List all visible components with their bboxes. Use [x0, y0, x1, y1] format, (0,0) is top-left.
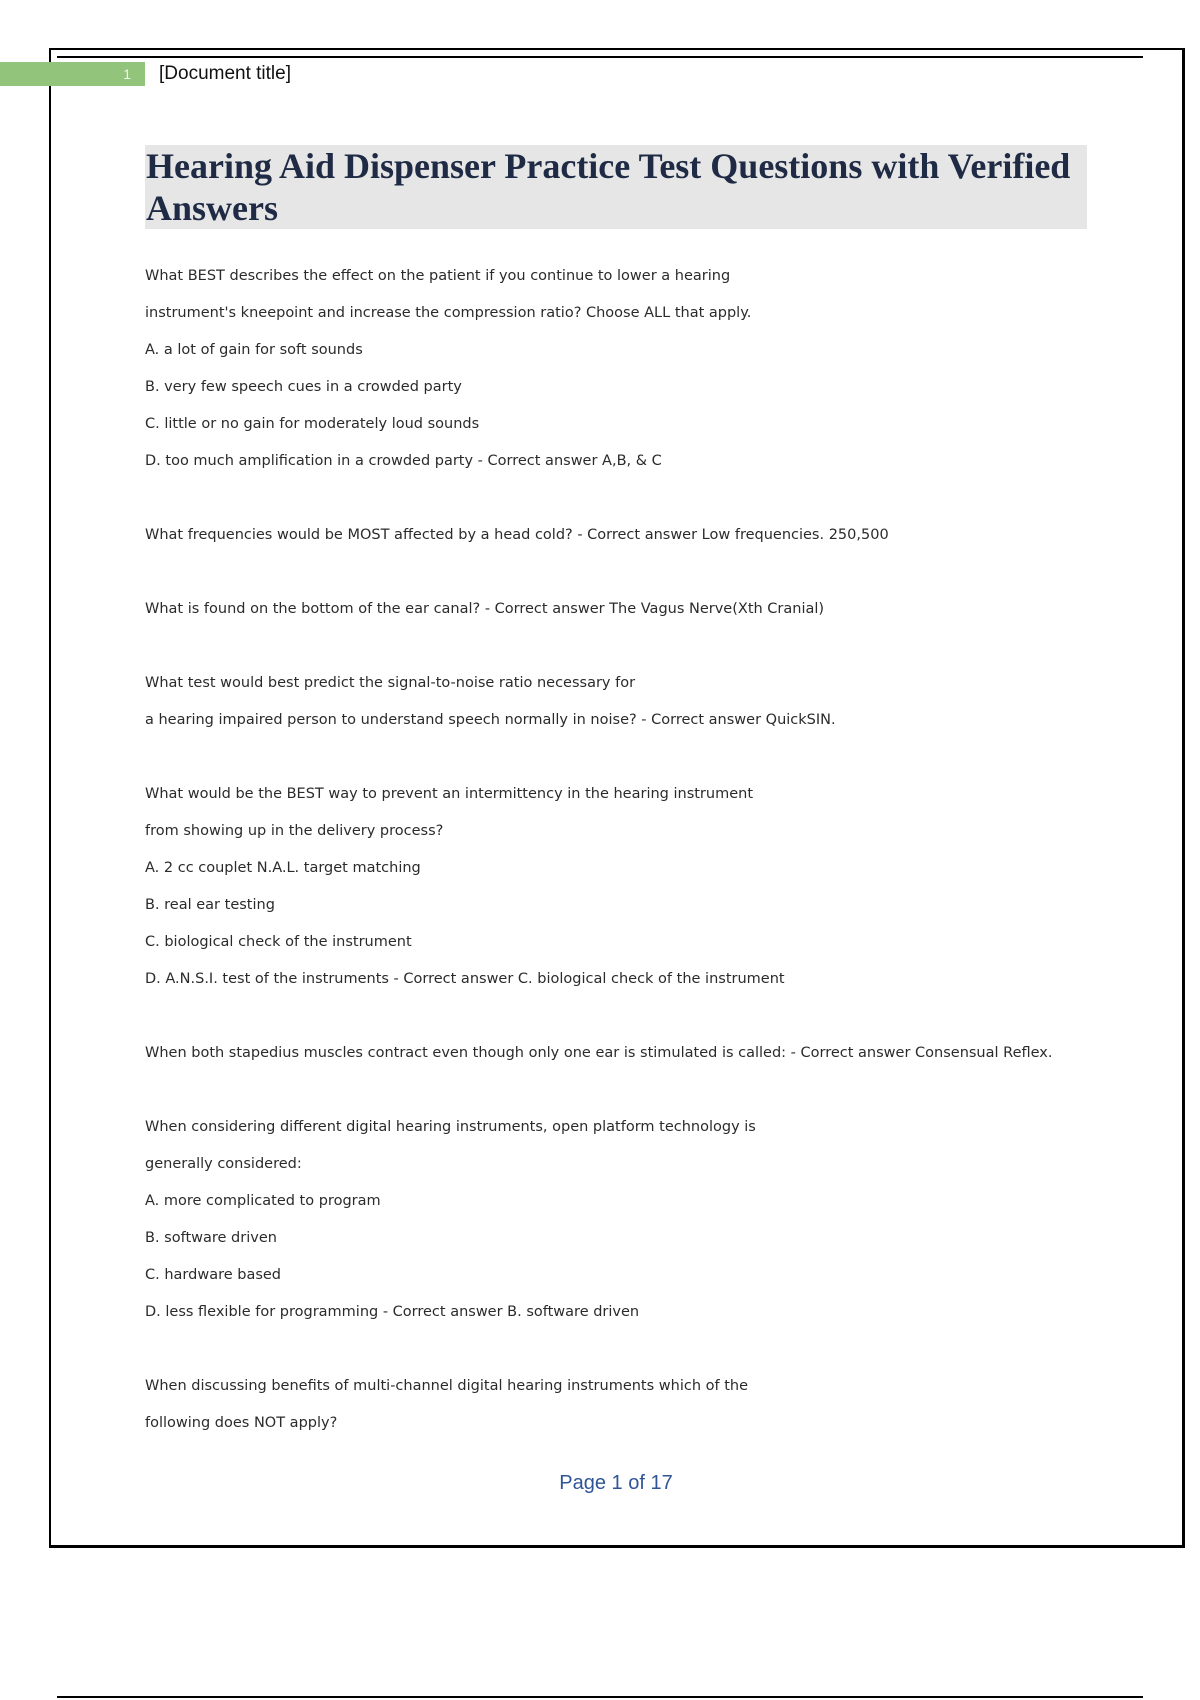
question-line: What would be the BEST way to prevent an intermittency in the hearing instrument: [145, 786, 754, 802]
question-block: [145, 1372, 1145, 1446]
document-body: [145, 262, 1145, 1483]
question-line: What test would best predict the signal-to-noise ratio necessary for: [145, 675, 636, 691]
page-heading: Hearing Aid Dispenser Practice Test Questions with Verified Answers: [146, 146, 1071, 228]
question-line: from showing up in the delivery process?: [145, 823, 444, 839]
header-rule: [57, 56, 1143, 58]
question-block: [145, 521, 1145, 558]
answer-option: D. less flexible for programming - Correct answer B. software driven: [145, 1304, 640, 1320]
question-line: What frequencies would be MOST affected by a head cold? - Correct answer Low frequencies. 250,500: [145, 527, 889, 543]
question-block: [145, 780, 1145, 1002]
answer-option: C. biological check of the instrument: [145, 934, 412, 950]
answer-option: D. A.N.S.I. test of the instruments - Correct answer C. biological check of the instrument: [145, 971, 785, 987]
page-number-tab: 1: [0, 62, 145, 86]
question-line: What is found on the bottom of the ear canal? - Correct answer The Vagus Nerve(Xth Cranial): [145, 601, 825, 617]
question-line: instrument's kneepoint and increase the compression ratio? Choose ALL that apply.: [145, 305, 752, 321]
document-title: [Document title]: [159, 63, 291, 84]
question-line: When discussing benefits of multi-channel digital hearing instruments which of the: [145, 1378, 749, 1394]
answer-option: C. hardware based: [145, 1267, 282, 1283]
question-block: [145, 595, 1145, 632]
question-block: [145, 262, 1145, 484]
answer-option: B. software driven: [145, 1230, 277, 1246]
question-line: When considering different digital hearing instruments, open platform technology is: [145, 1119, 756, 1135]
question-block: [145, 1113, 1145, 1335]
page-footer-label: Page 1 of 17: [559, 1472, 673, 1494]
answer-option: A. a lot of gain for soft sounds: [145, 342, 363, 358]
answer-option: A. 2 cc couplet N.A.L. target matching: [145, 860, 421, 876]
answer-option: C. little or no gain for moderately loud sounds: [145, 416, 480, 432]
answer-option: B. very few speech cues in a crowded party: [145, 379, 462, 395]
answer-option: A. more complicated to program: [145, 1193, 381, 1209]
next-page-rule: [57, 1696, 1143, 1698]
answer-option: B. real ear testing: [145, 897, 275, 913]
question-line: generally considered:: [145, 1156, 302, 1172]
question-block: [145, 669, 1145, 743]
question-line: following does NOT apply?: [145, 1415, 338, 1431]
question-line: When both stapedius muscles contract even though only one ear is stimulated is called: - Correct answer Consensual Reflex.: [145, 1045, 1053, 1061]
question-line: a hearing impaired person to understand speech normally in noise? - Correct answer QuickSIN.: [145, 712, 836, 728]
answer-option: D. too much amplification in a crowded party - Correct answer A,B, & C: [145, 453, 662, 469]
question-line: What BEST describes the effect on the patient if you continue to lower a hearing: [145, 268, 731, 284]
question-block: [145, 1039, 1145, 1076]
